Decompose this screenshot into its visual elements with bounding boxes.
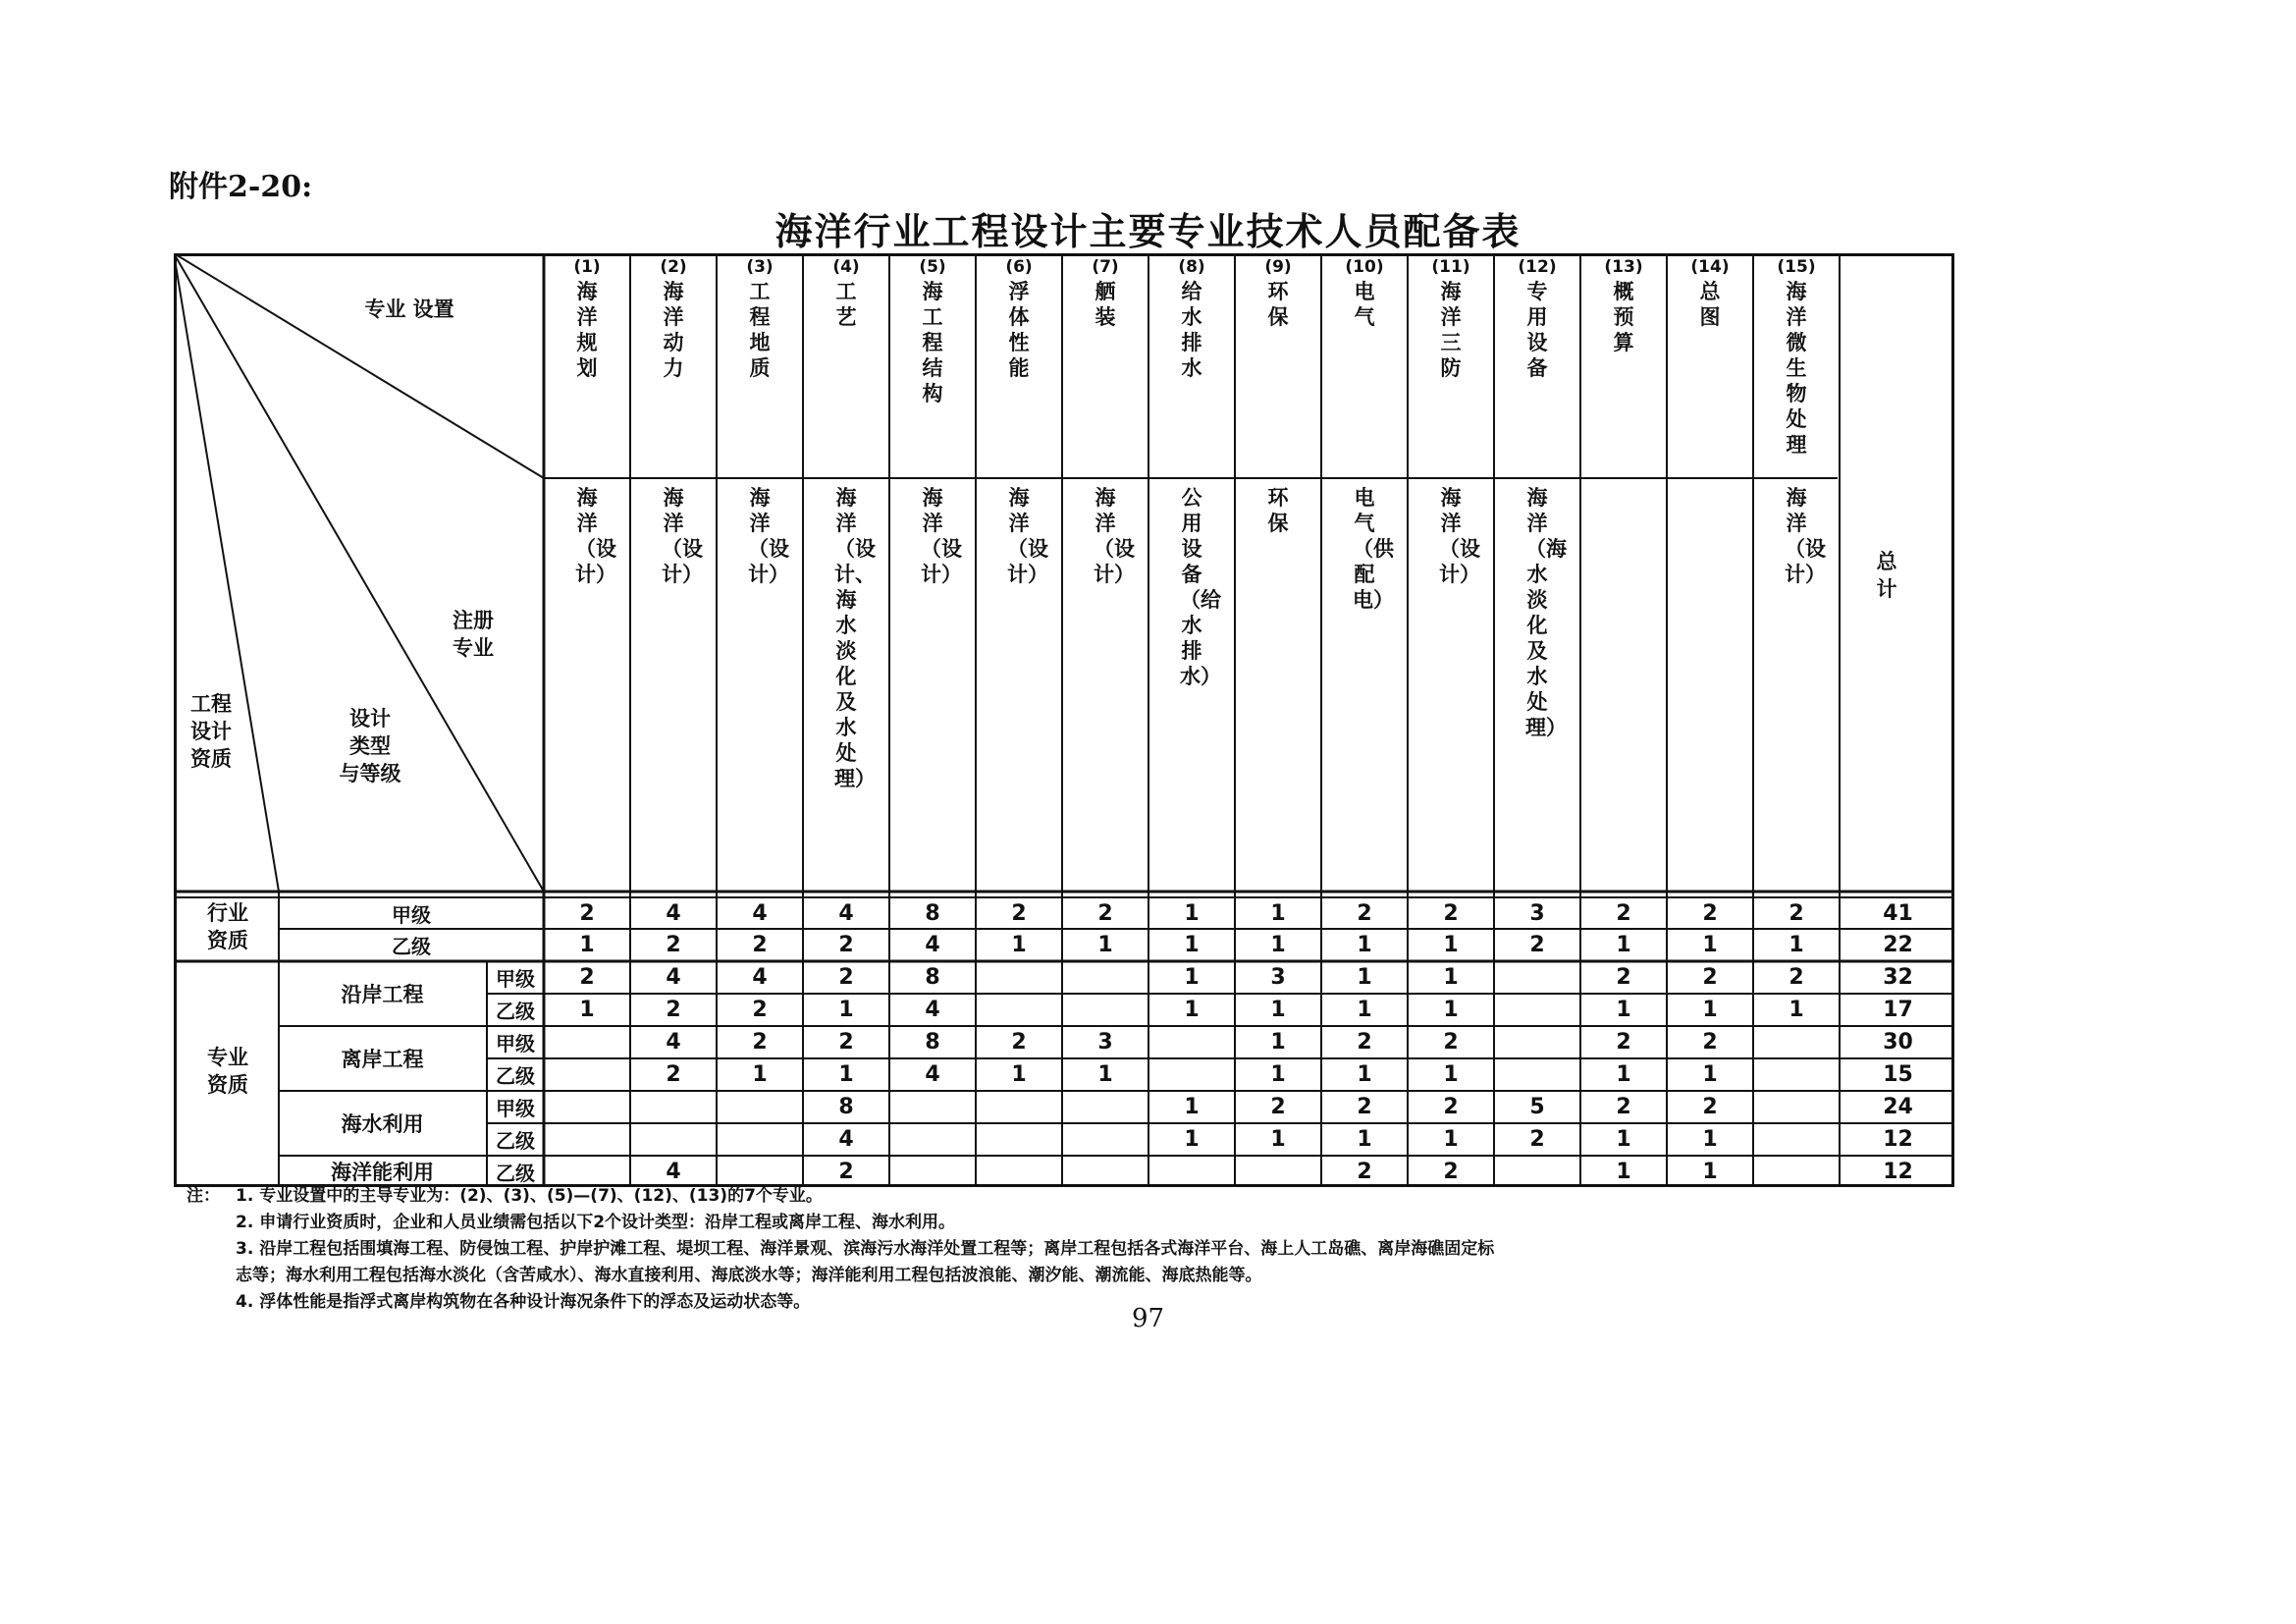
registered-specialty-text: 海洋（海水淡化及水处理） — [1525, 486, 1567, 739]
specialty-number: (9) — [1264, 257, 1292, 277]
registered-specialty — [976, 485, 1062, 587]
staff-count-cell: 2 — [1789, 965, 1804, 990]
staff-count-cell: 2 — [1357, 900, 1372, 926]
specialty-number: (1) — [573, 257, 601, 277]
specialty-header — [1235, 257, 1321, 330]
specialty-name: 给水排水 — [1181, 280, 1202, 380]
staff-count-cell: 1 — [1702, 1159, 1718, 1184]
staff-count-cell: 1 — [1616, 998, 1631, 1022]
staff-count-cell — [976, 961, 1062, 994]
specialty-number: (11) — [1431, 257, 1470, 277]
registered-specialty-text: 电气（供配电） — [1353, 486, 1394, 612]
specialty-name: 电气 — [1354, 280, 1375, 329]
registered-specialty — [1321, 485, 1408, 613]
registered-specialty-text: 海洋（设计） — [1094, 486, 1135, 586]
registered-specialty — [1148, 485, 1235, 689]
specialty-name: 概预算 — [1613, 280, 1634, 354]
specialty-number: (10) — [1345, 257, 1384, 277]
staff-count-cell: 2 — [1616, 965, 1631, 990]
staff-count-cell: 1 — [1270, 1062, 1286, 1087]
registered-specialty — [630, 485, 717, 587]
staff-count-cell: 3 — [1270, 965, 1286, 990]
note-2: 2. 申请行业资质时，企业和人员业绩需包括以下2个设计类型：沿岸工程或离岸工程、海水利用。 — [236, 1213, 956, 1232]
registered-specialty-label: 注册 专业 — [453, 609, 494, 660]
staff-count-cell: 2 — [752, 998, 768, 1022]
staff-count-cell — [889, 1091, 976, 1123]
total-cell: 32 — [1883, 965, 1913, 990]
specialty-header — [976, 257, 1062, 381]
registered-specialty-text: 环保 — [1267, 486, 1289, 535]
staff-count-cell: 1 — [1011, 933, 1027, 957]
registered-specialty — [1235, 485, 1321, 536]
staff-count-cell: 1 — [752, 1062, 768, 1087]
staff-count-cell: 2 — [752, 933, 768, 957]
registered-specialty-text: 公用设备（给水排水） — [1180, 486, 1221, 688]
staff-count-cell: 1 — [1184, 1127, 1200, 1152]
staff-count-cell: 1 — [1270, 1030, 1286, 1055]
page-title: 海洋行业工程设计主要专业技术人员配备表 — [774, 210, 1522, 253]
staff-count-cell: 2 — [752, 1030, 768, 1055]
note-4: 4. 浮体性能是指浮式离岸构筑物在各种设计海况条件下的浮态及运动状态等。 — [236, 1292, 811, 1312]
staff-count-cell: 2 — [1789, 900, 1804, 926]
staff-count-cell: 2 — [1616, 1095, 1631, 1119]
staff-count-cell: 4 — [752, 965, 768, 990]
registered-specialty — [1408, 485, 1494, 587]
staff-count-cell — [1753, 1026, 1840, 1058]
staff-count-cell — [1494, 1026, 1580, 1058]
subgroup-seawater: 海水利用 — [341, 1111, 424, 1136]
page-number: 97 — [1131, 1304, 1165, 1333]
registered-specialty-text: 海洋（设计、海水淡化及水处理） — [834, 486, 876, 790]
staff-count-cell: 2 — [1529, 933, 1545, 957]
notes — [187, 1183, 1963, 1316]
staff-count-cell: 1 — [838, 1062, 854, 1087]
staff-count-cell: 2 — [838, 1030, 854, 1055]
staff-count-cell: 4 — [925, 933, 940, 957]
staff-count-cell: 1 — [1357, 1062, 1372, 1087]
staff-count-cell: 4 — [666, 965, 681, 990]
staff-count-cell: 1 — [1616, 933, 1631, 957]
total-cell: 24 — [1883, 1095, 1913, 1119]
staff-count-cell — [630, 1091, 717, 1123]
staff-count-cell — [544, 1091, 630, 1123]
specialty-header — [1062, 257, 1148, 330]
registered-specialty — [803, 485, 889, 791]
staff-count-cell: 1 — [1357, 998, 1372, 1022]
specialty-number: (12) — [1518, 257, 1557, 277]
registered-specialty-text: 海洋（设计） — [575, 486, 616, 586]
staff-count-cell: 4 — [838, 900, 854, 926]
grade-label: 乙级 — [392, 935, 431, 958]
registered-specialty — [889, 485, 976, 587]
staff-count-cell: 1 — [1357, 1127, 1372, 1152]
staff-count-cell: 4 — [666, 1030, 681, 1055]
staff-count-cell: 1 — [1702, 998, 1718, 1022]
staff-count-cell: 1 — [1357, 965, 1372, 990]
staff-count-cell — [889, 1123, 976, 1156]
specialty-header — [803, 257, 889, 330]
staff-count-cell — [544, 1123, 630, 1156]
specialty-header — [1408, 257, 1494, 381]
specialty-name: 工艺 — [835, 280, 857, 329]
staff-count-cell: 1 — [1270, 1127, 1286, 1152]
registered-specialty — [717, 485, 803, 587]
staff-count-cell: 2 — [1702, 900, 1718, 926]
registered-specialty — [1494, 485, 1580, 740]
subgroup-coastal: 沿岸工程 — [341, 982, 424, 1006]
total-cell: 12 — [1883, 1159, 1913, 1184]
total-cell: 12 — [1883, 1127, 1913, 1152]
staff-count-cell: 1 — [1270, 900, 1286, 926]
registered-specialty-text: 海洋（设计） — [921, 486, 962, 586]
staff-count-cell: 1 — [1184, 965, 1200, 990]
staff-count-cell: 2 — [1011, 900, 1027, 926]
specialty-number: (5) — [919, 257, 946, 277]
staff-count-cell — [1494, 994, 1580, 1026]
staff-count-cell: 8 — [925, 965, 940, 990]
specialty-header — [1753, 257, 1840, 458]
staff-count-cell: 2 — [1443, 900, 1459, 926]
specialty-header — [1148, 257, 1235, 381]
staff-count-cell: 2 — [1357, 1159, 1372, 1184]
staff-count-cell: 1 — [579, 933, 595, 957]
specialty-name: 专用设备 — [1526, 280, 1548, 380]
staff-count-cell — [1062, 1091, 1148, 1123]
specialty-name: 海洋微生物处理 — [1786, 280, 1807, 457]
specialty-header — [889, 257, 976, 406]
staff-count-cell: 1 — [1789, 998, 1804, 1022]
staff-count-cell — [544, 1058, 630, 1091]
grade-label: 乙级 — [496, 1129, 535, 1153]
specialty-number: (4) — [832, 257, 860, 277]
staff-count-cell: 2 — [1616, 1030, 1631, 1055]
staff-count-cell: 2 — [1529, 1127, 1545, 1152]
specialty-name: 工程地质 — [749, 280, 771, 380]
subgroup-ocean-energy: 海洋能利用 — [331, 1161, 434, 1184]
staff-count-cell: 1 — [1184, 900, 1200, 926]
staff-count-cell: 2 — [1443, 1159, 1459, 1184]
staff-count-cell: 2 — [1702, 965, 1718, 990]
staff-count-cell: 4 — [666, 1159, 681, 1184]
staff-count-cell: 4 — [752, 900, 768, 926]
staff-count-cell: 1 — [1616, 1159, 1631, 1184]
staffing-table — [174, 253, 1954, 1187]
specialty-number: (3) — [746, 257, 774, 277]
staff-count-cell — [1062, 994, 1148, 1026]
specialty-header — [630, 257, 717, 381]
registered-specialty-text: 海洋（设计） — [1785, 486, 1826, 586]
specialty-name: 海洋动力 — [663, 280, 684, 380]
specialty-setting-label: 专业 设置 — [364, 298, 454, 321]
industry-qualification-label: 行业 资质 — [207, 901, 248, 952]
specialty-header — [1494, 257, 1580, 381]
note-3: 3. 沿岸工程包括围填海工程、防侵蚀工程、护岸护滩工程、堤坝工程、海洋景观、滨海污水海洋处置工程等；离岸工程包括各式海洋平台、海上人工岛礁、离岸海礁固定标 — [236, 1239, 1495, 1259]
grade-label: 甲级 — [392, 902, 431, 927]
total-cell: 41 — [1883, 900, 1913, 926]
registered-specialty-text: 海洋（设计） — [1439, 486, 1480, 586]
staff-count-cell: 2 — [666, 1062, 681, 1087]
staff-count-cell: 1 — [1270, 933, 1286, 957]
specialty-name: 舾装 — [1095, 280, 1116, 329]
staff-count-cell: 2 — [579, 965, 595, 990]
specialty-number: (7) — [1092, 257, 1119, 277]
staff-count-cell: 2 — [1702, 1030, 1718, 1055]
staff-count-cell — [1753, 1123, 1840, 1156]
staff-count-cell — [976, 1091, 1062, 1123]
specialty-header — [1667, 257, 1753, 330]
staff-count-cell: 2 — [1616, 900, 1631, 926]
staff-count-cell: 1 — [1789, 933, 1804, 957]
staff-count-cell: 2 — [579, 900, 595, 926]
staff-count-cell — [1494, 1058, 1580, 1091]
engineering-design-qualification-label: 工程 设计 资质 — [190, 692, 232, 771]
grade-label: 乙级 — [496, 1161, 535, 1185]
staff-count-cell: 8 — [925, 1030, 940, 1055]
staff-count-cell: 8 — [838, 1095, 854, 1119]
staff-count-cell: 5 — [1529, 1095, 1545, 1119]
staff-count-cell: 2 — [1702, 1095, 1718, 1119]
staff-count-cell: 2 — [838, 933, 854, 957]
specialty-header — [717, 257, 803, 381]
staff-count-cell — [1148, 1026, 1235, 1058]
specialty-number: (8) — [1178, 257, 1205, 277]
staff-count-cell: 1 — [1443, 998, 1459, 1022]
grade-label: 甲级 — [496, 967, 535, 991]
staff-count-cell: 1 — [1097, 1062, 1113, 1087]
staff-count-cell: 1 — [1184, 933, 1200, 957]
staff-count-cell: 1 — [1702, 1062, 1718, 1087]
staff-count-cell: 2 — [838, 1159, 854, 1184]
total-header: 总计 — [1876, 550, 1897, 601]
staff-count-cell: 1 — [1616, 1127, 1631, 1152]
staff-count-cell: 1 — [1443, 965, 1459, 990]
specialty-header — [1321, 257, 1408, 330]
specialty-number: (14) — [1690, 257, 1730, 277]
staff-count-cell — [717, 1091, 803, 1123]
specialty-name: 环保 — [1267, 280, 1289, 329]
staff-count-cell: 8 — [925, 900, 940, 926]
staff-count-cell: 2 — [1011, 1030, 1027, 1055]
staff-count-cell — [1062, 1123, 1148, 1156]
staff-count-cell: 2 — [666, 933, 681, 957]
specialty-header — [544, 257, 630, 381]
design-type-grade-label: 设计 类型 与等级 — [339, 707, 401, 785]
staff-count-cell: 1 — [1270, 998, 1286, 1022]
staff-count-cell: 2 — [838, 965, 854, 990]
registered-specialty-text: 海洋（设计） — [748, 486, 789, 586]
staff-count-cell: 1 — [838, 998, 854, 1022]
staff-count-cell: 1 — [1616, 1062, 1631, 1087]
specialty-name: 浮体性能 — [1008, 280, 1030, 380]
registered-specialty — [544, 485, 630, 587]
grade-label: 甲级 — [496, 1032, 535, 1056]
subgroup-offshore: 离岸工程 — [341, 1047, 424, 1071]
staff-count-cell: 2 — [1357, 1095, 1372, 1119]
staff-count-cell — [976, 1123, 1062, 1156]
specialty-header — [1580, 257, 1667, 355]
specialty-name: 海洋规划 — [576, 280, 598, 380]
staff-count-cell: 4 — [838, 1127, 854, 1152]
note-1: 注： 1. 专业设置中的主导专业为：(2)、(3)、(5)—(7)、(12)、(13)的7个专业。 — [236, 1183, 1963, 1210]
grade-label: 甲级 — [496, 1097, 535, 1120]
staff-count-cell: 1 — [579, 998, 595, 1022]
staff-count-cell — [1753, 1058, 1840, 1091]
grade-label: 乙级 — [496, 1064, 535, 1088]
staff-count-cell: 1 — [1011, 1062, 1027, 1087]
staff-count-cell — [544, 1026, 630, 1058]
staff-count-cell: 1 — [1357, 933, 1372, 957]
total-cell: 30 — [1883, 1030, 1913, 1055]
staff-count-cell — [1148, 1058, 1235, 1091]
staff-count-cell: 2 — [1357, 1030, 1372, 1055]
staff-count-cell — [1753, 1091, 1840, 1123]
specialty-name: 海洋三防 — [1440, 280, 1462, 380]
staff-count-cell — [717, 1123, 803, 1156]
grade-label: 乙级 — [496, 1000, 535, 1023]
staff-count-cell: 1 — [1702, 1127, 1718, 1152]
staff-count-cell: 2 — [666, 998, 681, 1022]
specialty-name: 总图 — [1699, 280, 1721, 329]
total-cell: 15 — [1883, 1062, 1913, 1087]
specialty-number: (13) — [1604, 257, 1643, 277]
specialty-number: (2) — [660, 257, 687, 277]
specialty-qualification-label: 专业 资质 — [207, 1046, 248, 1097]
attachment-label: 附件2-20: — [169, 170, 313, 204]
registered-specialty — [1753, 485, 1840, 587]
registered-specialty-text: 海洋（设计） — [662, 486, 703, 586]
staff-count-cell: 4 — [925, 1062, 940, 1087]
specialty-name: 海工程结构 — [922, 280, 943, 406]
specialty-number: (6) — [1005, 257, 1033, 277]
staff-count-cell: 1 — [1097, 933, 1113, 957]
staff-count-cell: 2 — [1443, 1030, 1459, 1055]
registered-specialty — [1062, 485, 1148, 587]
staff-count-cell: 3 — [1097, 1030, 1113, 1055]
staff-count-cell: 2 — [1443, 1095, 1459, 1119]
staff-count-cell: 1 — [1702, 933, 1718, 957]
staff-count-cell: 1 — [1443, 1062, 1459, 1087]
staff-count-cell: 4 — [925, 998, 940, 1022]
staff-count-cell: 4 — [666, 900, 681, 926]
total-cell: 22 — [1883, 933, 1913, 957]
total-cell: 17 — [1883, 998, 1913, 1022]
staff-count-cell: 1 — [1443, 1127, 1459, 1152]
staff-count-cell: 1 — [1184, 998, 1200, 1022]
note-3-continued: 志等；海水利用工程包括海水淡化（含苦咸水）、海水直接利用、海底淡水等；海洋能利用工程包括波浪能、潮汐能、潮流能、海底热能等。 — [236, 1266, 1262, 1285]
staff-count-cell: 2 — [1097, 900, 1113, 926]
staff-count-cell: 3 — [1529, 900, 1545, 926]
staff-count-cell — [1062, 961, 1148, 994]
registered-specialty-text: 海洋（设计） — [1007, 486, 1048, 586]
staff-count-cell: 1 — [1184, 1095, 1200, 1119]
staff-count-cell — [630, 1123, 717, 1156]
staff-count-cell — [976, 994, 1062, 1026]
staff-count-cell: 1 — [1443, 933, 1459, 957]
specialty-number: (15) — [1777, 257, 1816, 277]
staff-count-cell — [1494, 961, 1580, 994]
staff-count-cell: 2 — [1270, 1095, 1286, 1119]
notes-head: 注： — [187, 1186, 220, 1206]
